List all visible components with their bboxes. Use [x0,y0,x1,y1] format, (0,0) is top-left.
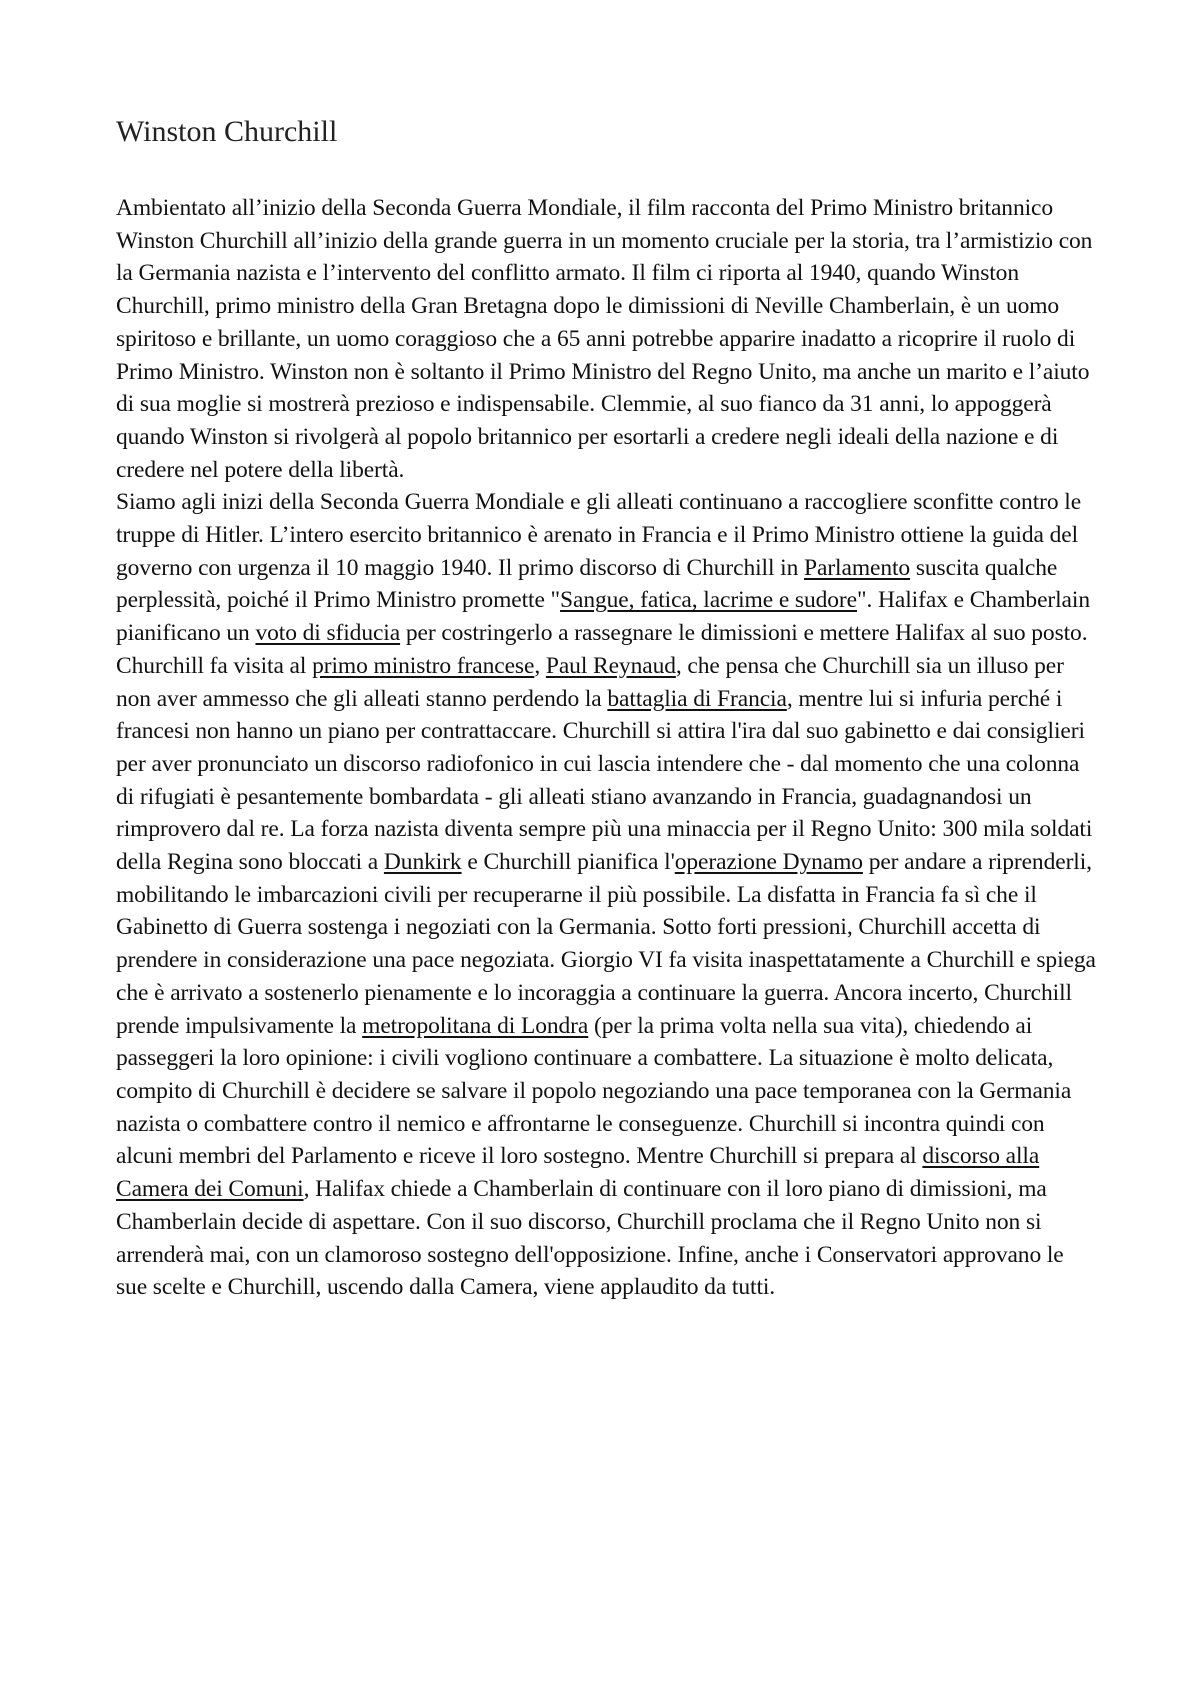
text-run: ". Halifax e Chamberlain pianificano un [116,587,1090,647]
document-page [116,112,1096,1304]
link-metropolitana-di-londra[interactable]: metropolitana di Londra [362,1012,589,1039]
text-run: e Churchill pianifica l' [461,849,675,876]
link-paul-reynaud[interactable]: Paul Reynaud [545,652,676,679]
text-run: (per la prima volta nella sua vita), chiedendo ai passeggeri la loro opinione: i civili vogliono continuare a combattere. La situazione è molto delicata, compito di Churchill è decidere se salvare il popolo negoziando una pace temporanea con la Germania nazista o combattere contro il nemico e affrontarne le conseguenze. Churchill si incontra quindi con alcuni membri del Parlamento e riceve il loro sostegno. Mentre Churchill si prepara al [116,1012,1072,1170]
text-run: suscita qualche perplessità, poiché il Primo Ministro promette " [116,554,1058,614]
text-run: per andare a riprenderli, mobilitando le imbarcazioni civili per recuperarne il più possibile. La disfatta in Francia fa sì che il Gabinetto di Guerra sostenga i negoziati con la Germania. Sotto forti pressioni, Churchill accetta di prendere in considerazione una pace negoziata. Giorgio VI fa visita inaspettatamente a Churchill e spiega che è arrivato a sostenerlo pienamente e lo incoraggia a continuare la guerra. Ancora incerto, Churchill prende impulsivamente la [116,849,1096,1039]
link-parlamento[interactable]: Parlamento [804,554,911,581]
document-title: Winston Churchill [116,115,338,148]
text-run: , Halifax chiede a Chamberlain di continuare con il loro piano di dimissioni, ma Chamberlain decide di aspettare. Con il suo discorso, Churchill proclama che il Regno Unito non si arrenderà mai, con un clamoroso sostegno dell'opposizione. Infine, anche i Conservatori approvano le sue scelte e Churchill, uscendo dalla Camera, viene applaudito da tutti. [116,1176,1064,1301]
text-run: , [534,652,546,679]
link-battaglia-di-francia[interactable]: battaglia di Francia [607,685,787,712]
text-run: per costringerlo a rassegnare le dimissioni e mettere Halifax al suo posto. Churchill fa visita al [116,620,1088,679]
paragraph-intro: Ambientato all’inizio della Seconda Guerra Mondiale, il film racconta del Primo Ministro britannico Winston Churchill all’inizio della grande guerra in un momento cruciale per la storia, tra l’armistizio con la Germania nazista e l’intervento del conflitto armato. Il film ci riporta al 1940, quando Winston Churchill, primo ministro della Gran Bretagna dopo le dimissioni di Neville Chamberlain, è un uomo spiritoso e brillante, un uomo coraggioso che a 65 anni potrebbe apparire inadatto a ricoprire il ruolo di Primo Ministro. Winston non è soltanto il Primo Ministro del Regno Unito, ma anche un marito e l’aiuto di sua moglie si mostrerà prezioso e indispensabile. Clemmie, al suo fianco da 31 anni, lo appoggerà quando Winston si rivolgerà al popolo britannico per esortarli a credere negli ideali della nazione e di credere nel potere della libertà. [116,195,1093,483]
link-voto-di-sfiducia[interactable]: voto di sfiducia [255,620,401,647]
link-discorso-camera-dei-comuni[interactable]: discorso alla Camera dei Comuni [116,1143,1040,1203]
link-dunkirk[interactable]: Dunkirk [383,849,462,876]
text-run: Siamo agli inizi della Seconda Guerra Mondiale e gli alleati continuano a raccogliere sconfitte contro le truppe di Hitler. L’intero esercito britannico è arenato in Francia e il Primo Ministro ottiene la guida del governo con urgenza il 10 maggio 1940. Il primo discorso di Churchill in [116,489,1082,581]
link-primo-ministro-francese[interactable]: primo ministro francese [312,652,535,679]
link-operazione-dynamo[interactable]: operazione Dynamo [674,849,863,876]
paragraph-plot [116,486,1096,1304]
text-run: , mentre lui si infuria perché i francesi non hanno un piano per contrattaccare. Churchill si attira l'ira dal suo gabinetto e dai consiglieri per aver pronunciato un discorso radiofonico in cui lascia intendere che - dal momento che una colonna di rifugiati è pesantemente bombardata - gli alleati stiano avanzando in Francia, guadagnandosi un rimprovero dal re. La forza nazista diventa sempre più una minaccia per il Regno Unito: 300 mila soldati della Regina sono bloccati a [116,685,1093,876]
link-sangue-fatica[interactable]: Sangue, fatica, lacrime e sudore [560,587,857,614]
text-run: , che pensa che Churchill sia un illuso per non aver ammesso che gli alleati stanno perdendo la [116,652,1064,712]
